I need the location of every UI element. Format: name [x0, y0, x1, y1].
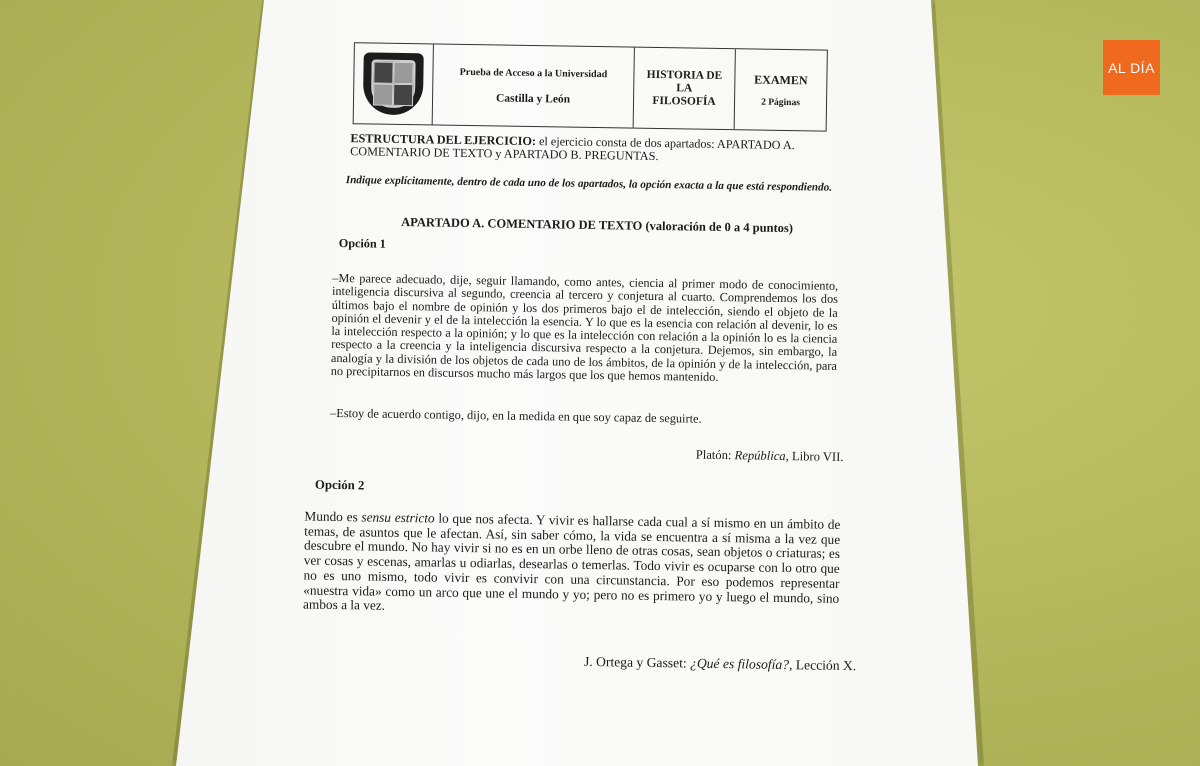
- option1-cite-work: República: [734, 448, 786, 464]
- option2-label: Opción 2: [314, 477, 365, 493]
- instruction-text: Indique explícitamente, dentro de cada uno de los apartados, la opción exacta a la que está respondiendo.: [345, 174, 833, 194]
- section-a-scoring: (valoración de 0 a 4 puntos): [642, 218, 794, 236]
- structure-text: el ejercicio consta de dos apartados: APARTADO A. COMENTARIO DE TEXTO y APARTADO B. PREGUNTAS.: [350, 134, 795, 163]
- option1-last-line: –Estoy de acuerdo contigo, dijo, en la medida en que soy capaz de seguirte.: [330, 405, 702, 426]
- subject-line1: HISTORIA DE: [646, 68, 723, 82]
- section-a-title: APARTADO A. COMENTARIO DE TEXTO: [401, 214, 643, 233]
- option2-cite-work: ¿Qué es filosofía?: [689, 655, 790, 673]
- subject-line3: FILOSOFÍA: [652, 94, 716, 108]
- option1-cite-rest: , Libro VII.: [785, 449, 844, 464]
- option1-text: –Me parece adecuado, dije, seguir llamando, como antes, ciencia al primer modo de conocimiento, inteligencia discursiva al segundo, creencia al tercero y conjetura al cuarto. Comprendemos los dos últimos bajo el nombre de opinión y los dos primeros bajo el de intelección, siendo el objeto de la opinión el devenir y el de la intelección la esencia. Y lo que es la esencia con relación al devenir, lo es la intelección respecto a la opinión; y lo que es la intelección con relación a la opinión lo es la ciencia respecto a la creencia y la inteligencia discursiva respecto a la conjetura. Dejemos, sin embargo, la analogía y la división de los objetos de cada uno de los ámbitos, de la opinión y de la intelección, para no precipitarnos en discursos mucho más largos que los que hemos mantenido.: [330, 270, 839, 385]
- structure-label: ESTRUCTURA DEL EJERCICIO:: [350, 131, 537, 149]
- exercise-structure: [350, 132, 830, 165]
- exam-pages: 2 Páginas: [761, 97, 801, 108]
- option1-cite-author: Platón:: [695, 447, 735, 463]
- option2-text-italic: sensu estricto: [361, 509, 435, 526]
- subject-line2: LA: [676, 81, 693, 95]
- al-dia-logo: AL DÍA: [1103, 40, 1160, 95]
- option2-text-before: Mundo es: [304, 508, 362, 525]
- option2-cite-rest: , Lección X.: [788, 657, 857, 674]
- exam-cell: [735, 49, 827, 130]
- exam-content: [302, 36, 860, 734]
- option2-text-after: lo que nos afecta. Y vivir es hallarse cada cual a sí mismo en un ámbito de temas, de asuntos que le afectan. Así, sin saber cómo, la vida se encuentra a sí misma a la vez que descubre el mundo. No hay vivir si no es en un orbe lleno de otras cosas, sean objetos o criaturas; es ver cosas y escenas, amarlas u odiarlas, desearlas o temerlas. Todo vivir es ocuparse con lo otro que no es uno mismo, todo vivir es convivir con una circunstancia. Por eso podemos representar «nuestra vida» como un arco que une el mundo y yo; pero no es primero yo y luego el mundo, sino ambos a la vez.: [302, 510, 841, 613]
- crest-cell: [354, 43, 434, 124]
- university-title: Prueba de Acceso a la Universidad: [459, 66, 608, 80]
- section-a-heading: [367, 214, 827, 236]
- subject-cell: [634, 48, 736, 130]
- option2-cite-author: J. Ortega y Gasset:: [583, 653, 691, 671]
- option1-citation: [696, 448, 844, 465]
- university-cell: [433, 44, 635, 127]
- university-crest-icon: [363, 52, 424, 115]
- exam-title: EXAMEN: [754, 72, 808, 87]
- option2-citation: [584, 654, 856, 674]
- option1-label: Opción 1: [338, 236, 386, 251]
- region-title: Castilla y León: [495, 91, 571, 106]
- option2-text: [303, 509, 841, 620]
- exam-header: [353, 42, 828, 131]
